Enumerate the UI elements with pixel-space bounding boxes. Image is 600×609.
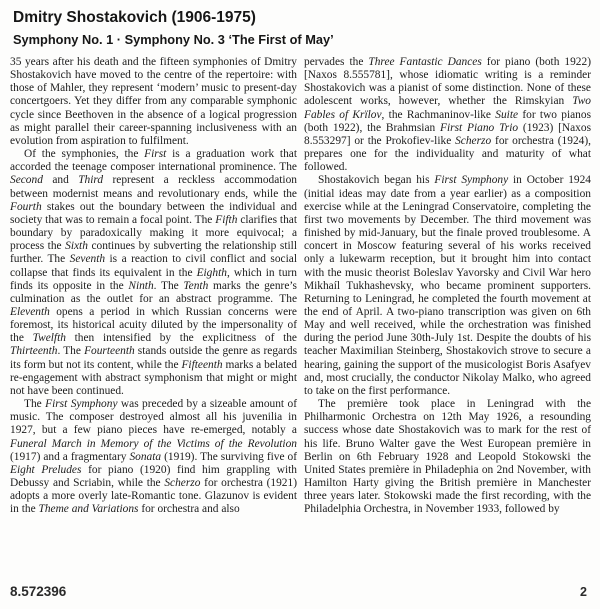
work-title-italic: Ninth [128, 279, 154, 292]
work-title-italic: Second [10, 174, 43, 187]
work-title-italic: Eighth [196, 266, 227, 279]
work-title-italic: Suite [495, 108, 519, 121]
work-title-italic: Funeral March in Memory of the Victims of the Revolution [10, 437, 297, 450]
work-title-italic: First Symphony [45, 398, 118, 411]
work-title-italic: Third [78, 174, 104, 187]
work-title-italic: Twelfth [32, 332, 66, 345]
work-title-italic: Theme and Variations [38, 503, 139, 516]
column-left [10, 56, 297, 516]
work-title-italic: Sixth [65, 240, 88, 253]
work-title-italic: First [144, 148, 167, 161]
work-title-italic: Sonata [129, 450, 162, 463]
article-columns [0, 47, 600, 516]
work-title-italic: Two Fables of Krïlov [304, 95, 591, 121]
work-title-italic: Three Fantastic Dances [368, 56, 482, 68]
work-title-italic: First Symphony [434, 174, 509, 187]
paragraph: Shostakovich began his First Symphony in October 1924 (initial ideas may date from a year earlier) as a composition exercise while at the Leningrad Conservatoire, completing the first two movements by December. The third movement was finished by mid-January, but the finale proved troublesome. A concert in Moscow featuring several of his works received only a lukewarm reception, but it brought him into contact with the music theorist Boleslav Yavorsky and Civil War hero Mikhaíl Tukhashevsky, who became prominent supporters. Returning to Leningrad, he completed the fourth movement at the end of April. A two-piano transcription was given on 6th May and well received, while the orchestration was finished during the period June 30th-July 1st. Despite the doubts of his teacher Maximilian Steinberg, Shostakovich strove to secure a hearing, gaining the support of the musicologist Boris Asafyev and, most crucially, the conductor Nikolay Malko, who agreed to take on the first performance. [304, 174, 591, 397]
paragraph: Of the symphonies, the First is a graduation work that accorded the teenage composer international prominence. The Second and Third represent a reckless accommodation between modernist means and revolutionary ends, while the Fourth stakes out the boundary between the individual and society that was to remain a focal point. The Fifth clarifies that boundary by paradoxically making it more equivocal; a process the Sixth continues by subverting the relationship still further. The Seventh is a reaction to civil conflict and social collapse that finds its equivalent in the Eighth, which in turn finds its opposite in the Ninth. The Tenth marks the genre’s culmination as the outlet for an abstract programme. The Eleventh opens a period in which Russian concerns were foremost, its historical acuity diluted by the impersonality of the Twelfth then intensified by the explicitness of the Thirteenth. The Fourteenth stands outside the genre as regards its form but not its content, while the Fifteenth marks a belated re-engagement with abstract symphonism that might or might not have been continued. [10, 148, 298, 397]
catalogue-number: 8.572396 [10, 584, 67, 599]
work-title-italic: Scherzo [455, 134, 492, 147]
paragraph: 35 years after his death and the fifteen symphonies of Dmitry Shostakovich have moved to the centre of the repertoire: with those of Mahler, they represent ‘modern’ music to present-day concertgoers. Yet they differ from any comparable symphonic cycle since Beethoven in the absence of a logical progression as might parallel their career-spanning inclusiveness with an evolution from aspiration to fulfilment. [10, 56, 297, 147]
work-title-italic: Scherzo [164, 477, 201, 489]
work-title-italic: Eleventh [10, 305, 50, 318]
work-title-italic: Fourteenth [84, 345, 135, 358]
work-title-italic: Fifteenth [181, 358, 223, 371]
column-right [304, 56, 591, 516]
paragraph: pervades the Three Fantastic Dances for piano (both 1922) [Naxos 8.555781], whose idiomatic writing is a reminder Shostakovich was a pianist of some distinction. None of these adolescent works, however, whether the Rimskyian Two Fables of Krïlov, the Rachmaninov-like Suite for two pianos (both 1922), the Brahmsian First Piano Trio (1923) [Naxos 8.553297] or the Prokofiev-like Scherzo for orchestra (1924), prepares one for the individuality and maturity of what followed. [304, 56, 592, 174]
work-title-italic: First Piano Trio [440, 121, 519, 134]
paragraph: The première took place in Leningrad with the Philharmonic Orchestra on 12th May 1926, a resounding success whose date Shostakovich was to mark for the rest of his life. Bruno Walter gave the West European première in Berlin on 6th February 1928 and Leopold Stokowski the United States première in Philadephia on 2nd November, with Hamilton Harty giving the British première in Manchester three years later. Stokowski made the first recording, with the Philadelphia Orchestra, in November 1933, followed by [304, 398, 591, 516]
work-title-italic: Tenth [183, 279, 209, 292]
paragraph: The First Symphony was preceded by a sizeable amount of music. The composer destroyed almost all his juvenilia in 1927, but a few piano pieces have re-emerged, notably a Funeral March in Memory of the Victims of the Revolution (1917) and a fragmentary Sonata (1919). The surviving five of Eight Preludes for piano (1920) find him grappling with Debussy and Scriabin, while the Scherzo for orchestra (1921) adopts a more overly late-Romantic tone. Glazunov is evident in the Theme and Variations for orchestra and also [10, 398, 297, 516]
page-footer [0, 584, 600, 599]
work-title-italic: Fourth [10, 200, 42, 213]
work-title-italic: Fifth [215, 213, 238, 226]
page-header [0, 0, 600, 47]
composer-title: Dmitry Shostakovich (1906-1975) [13, 9, 256, 26]
work-title-italic: Eight Preludes [10, 463, 82, 476]
work-title-italic: Seventh [69, 253, 106, 266]
page-number: 2 [580, 585, 587, 599]
work-title-italic: Thirteenth [10, 345, 58, 358]
work-subtitle: Symphony No. 1 · Symphony No. 3 ‘The First of May’ [13, 32, 334, 47]
